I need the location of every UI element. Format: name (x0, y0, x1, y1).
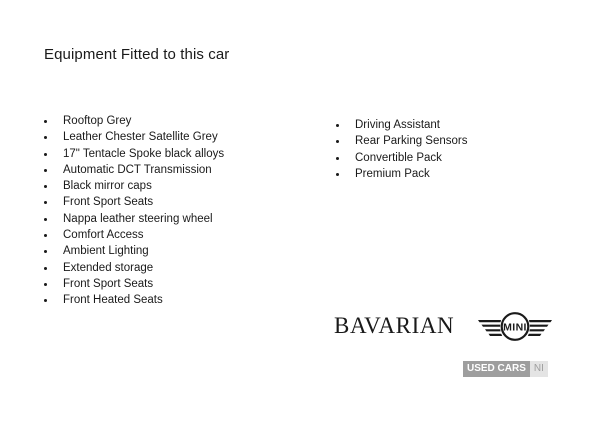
bullet-icon (336, 157, 339, 160)
used-cars-label: USED CARS (463, 361, 530, 377)
equipment-item (44, 146, 224, 162)
equipment-item (44, 162, 224, 178)
equipment-item (336, 117, 468, 133)
equipment-item-label: Ambient Lighting (63, 245, 149, 258)
equipment-item (44, 178, 224, 194)
bullet-icon (336, 173, 339, 176)
equipment-item-label: Front Sport Seats (63, 196, 154, 209)
equipment-item (44, 227, 224, 243)
equipment-item (44, 292, 224, 308)
equipment-item-label: Extended storage (63, 261, 154, 274)
bullet-icon (44, 250, 47, 253)
page-title: Equipment Fitted to this car (44, 46, 230, 63)
equipment-item-label: Premium Pack (355, 167, 430, 180)
bullet-icon (336, 124, 339, 127)
bullet-icon (44, 169, 47, 172)
equipment-item-label: Leather Chester Satellite Grey (63, 131, 218, 144)
equipment-item (44, 129, 224, 145)
mini-logo-icon (476, 311, 554, 341)
equipment-item-label: Convertible Pack (355, 151, 442, 164)
bullet-icon (44, 201, 47, 204)
bullet-icon (44, 299, 47, 302)
equipment-item-label: Nappa leather steering wheel (63, 212, 213, 225)
equipment-item-label: Automatic DCT Transmission (63, 163, 212, 176)
equipment-item (44, 211, 224, 227)
bullet-icon (44, 136, 47, 139)
equipment-item-label: Rear Parking Sensors (355, 135, 468, 148)
equipment-item-label: 17" Tentacle Spoke black alloys (63, 147, 225, 160)
equipment-item (336, 133, 468, 149)
equipment-item-label: Front Heated Seats (63, 294, 163, 307)
bullet-icon (44, 267, 47, 270)
equipment-list-left (44, 113, 224, 309)
equipment-item-label: Black mirror caps (63, 180, 152, 193)
equipment-list-right (336, 117, 468, 182)
equipment-item (44, 276, 224, 292)
equipment-item (44, 194, 224, 210)
bullet-icon (44, 234, 47, 237)
bullet-icon (44, 153, 47, 156)
equipment-item (336, 166, 468, 182)
used-cars-badge (463, 361, 548, 377)
bullet-icon (44, 218, 47, 221)
region-label: NI (530, 361, 548, 377)
bullet-icon (44, 283, 47, 286)
equipment-item (44, 243, 224, 259)
equipment-item (44, 260, 224, 276)
equipment-item-label: Comfort Access (63, 229, 144, 242)
dealer-name: BAVARIAN (334, 313, 455, 338)
equipment-item (44, 113, 224, 129)
equipment-item-label: Front Sport Seats (63, 277, 154, 290)
equipment-item-label: Rooftop Grey (63, 115, 132, 127)
bullet-icon (44, 185, 47, 188)
bullet-icon (336, 140, 339, 143)
mini-logo-text: MINI (503, 321, 527, 334)
equipment-item-label: Driving Assistant (355, 119, 441, 131)
bullet-icon (44, 120, 47, 123)
equipment-item (336, 150, 468, 166)
